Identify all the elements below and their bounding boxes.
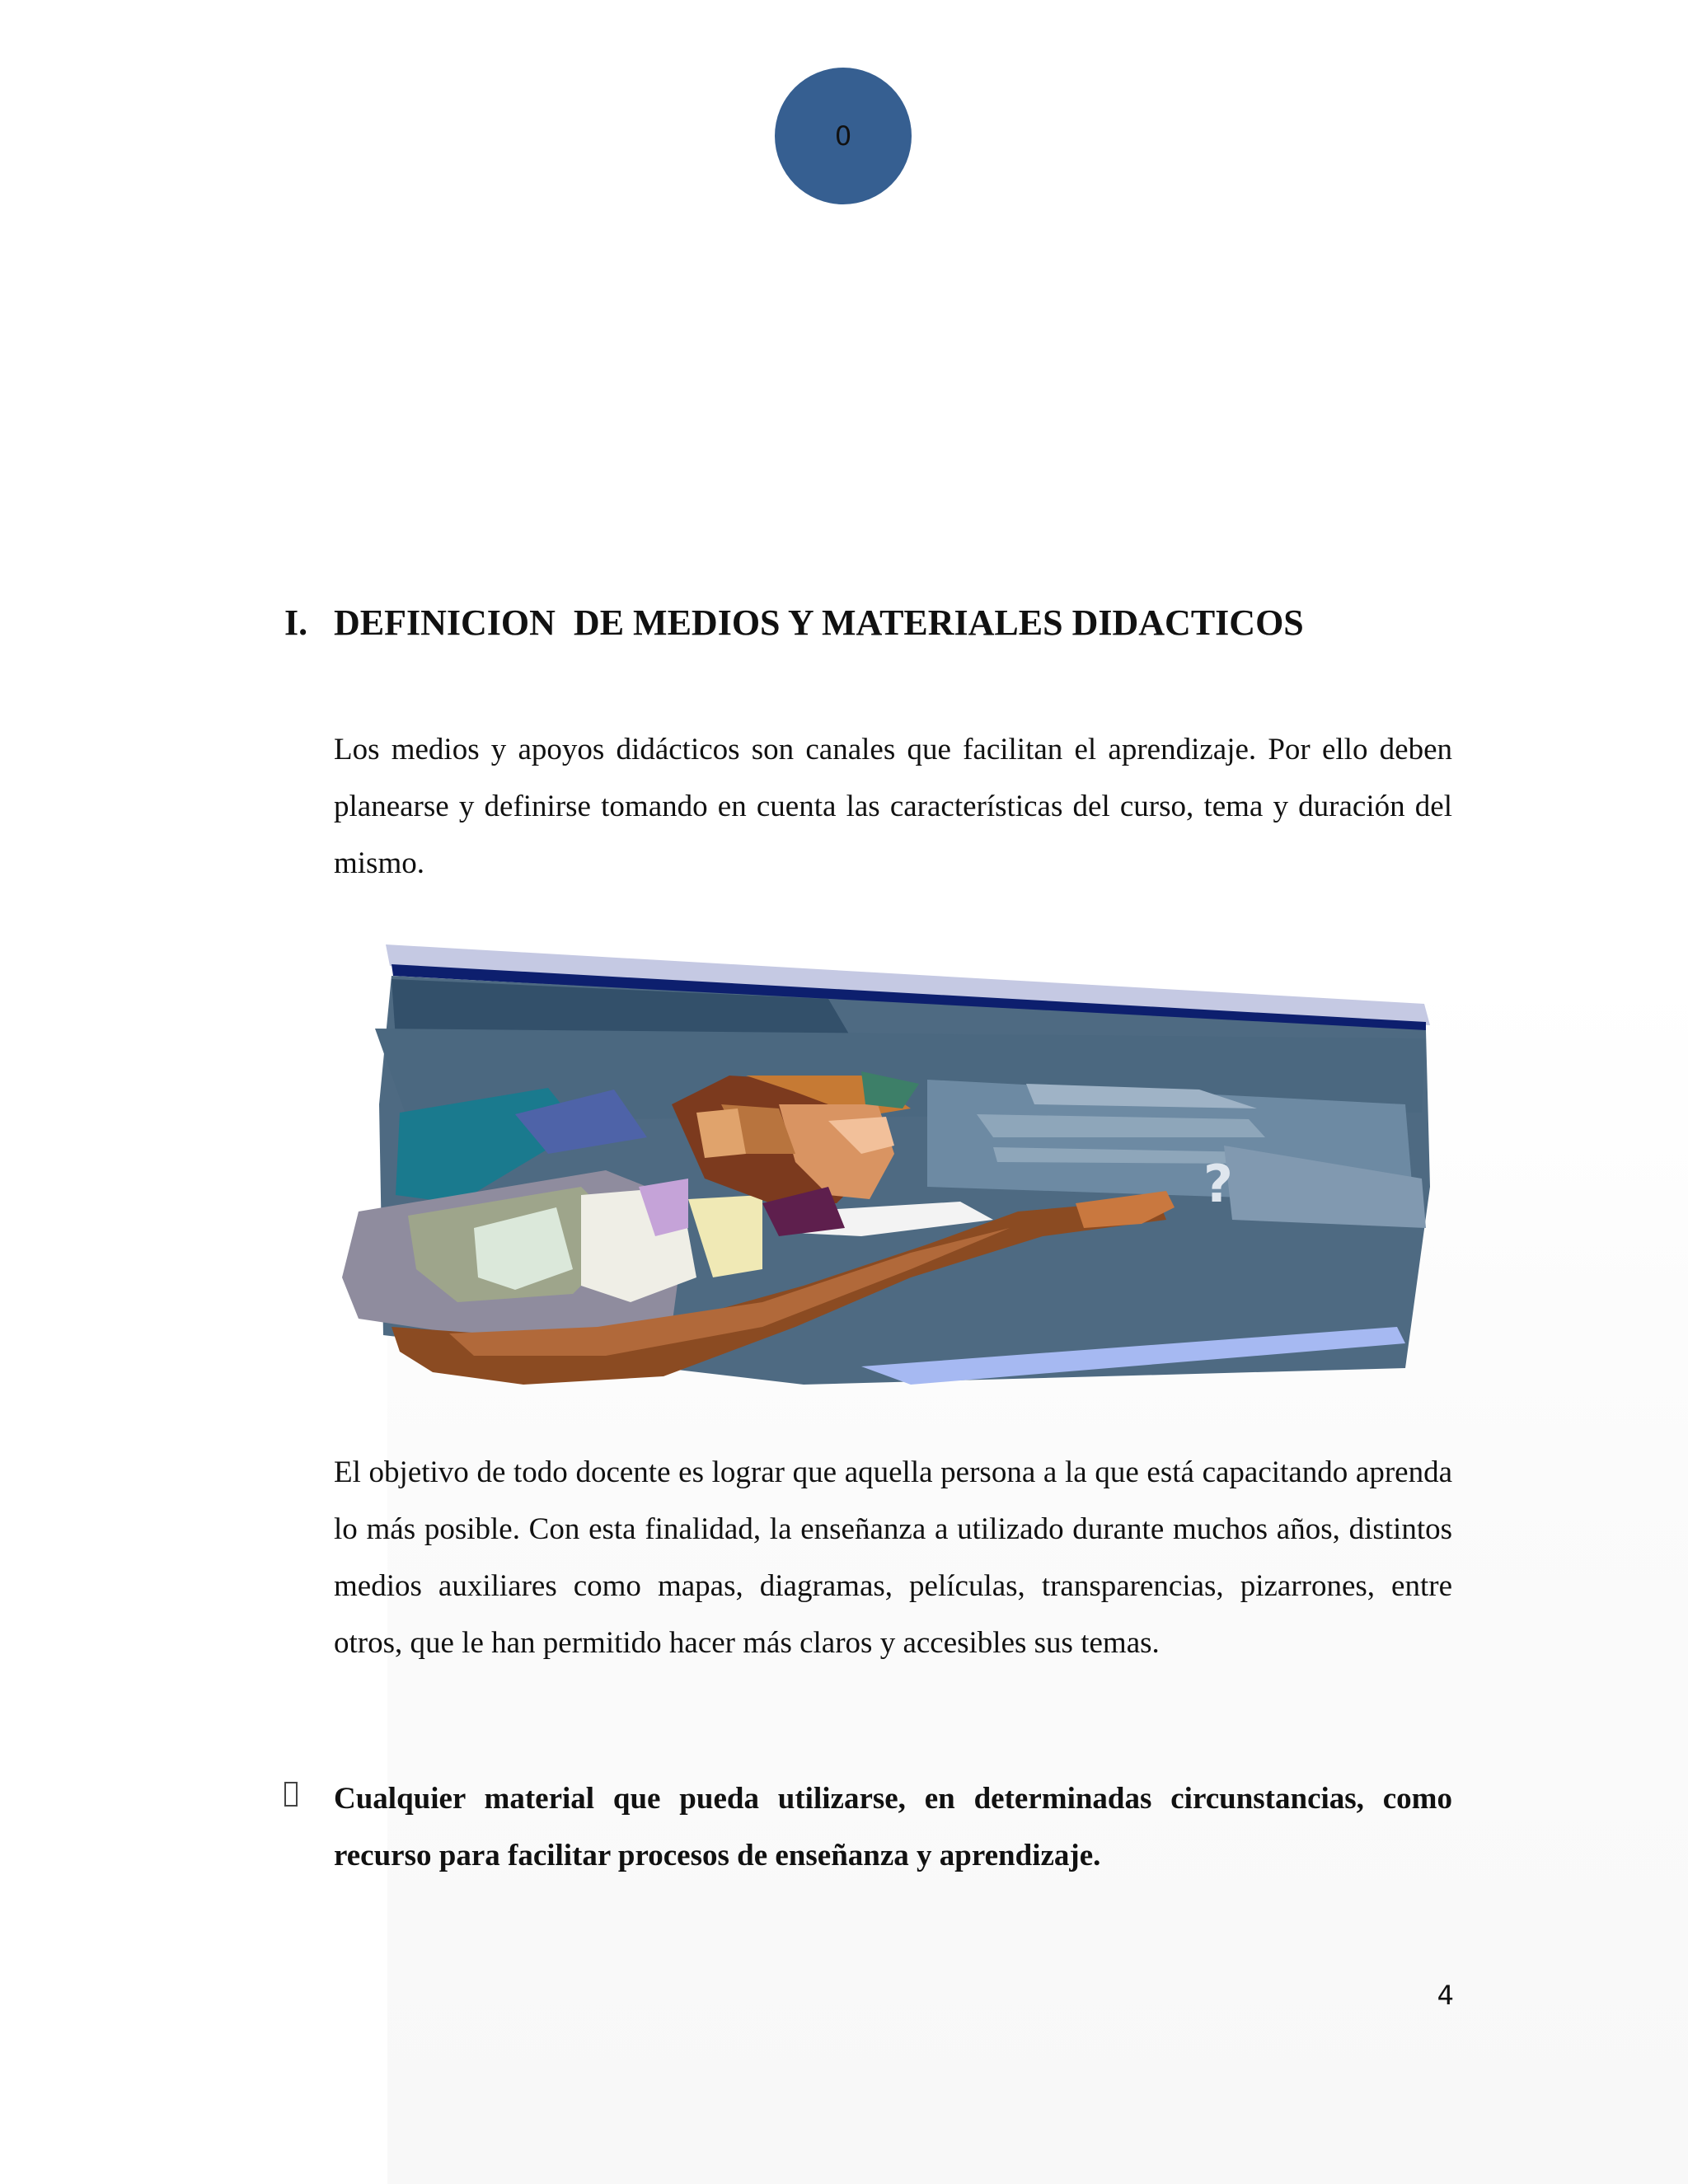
header-badge-text: 0: [834, 120, 852, 152]
header-badge: [775, 68, 912, 204]
svg-text:?: ?: [1203, 1154, 1233, 1214]
section-number: I.: [284, 602, 308, 643]
section-title: DEFINICION DE MEDIOS Y MATERIALES DIDACTICOS: [334, 602, 1304, 643]
bullet-text: Cualquier material que pueda utilizarse, en determinadas circunstancias, como recurso para facilitar procesos de enseñanza y aprendizaje.: [334, 1782, 1452, 1872]
page-number: 4: [1437, 1980, 1454, 2011]
intro-paragraph: Los medios y apoyos didácticos son canales que facilitan el aprendizaje. Por ello deben planearse y definirse tomando en cuenta las características del curso, tema y duración del mismo.: [334, 733, 1452, 880]
square-bullet-icon: [284, 1782, 298, 1807]
objective-paragraph: El objetivo de todo docente es lograr que aquella persona a la que está capacitando aprenda lo más posible. Con esta finalidad, la enseñanza a utilizado durante muchos años, distintos medios auxiliares como mapas, diagramas, películas, transparencias, pizarrones, entre otros, que le han permitido hacer más claros y accesibles sus temas.: [334, 1455, 1452, 1660]
teacher-pointing-at-board-icon: [334, 940, 1455, 1393]
section-heading: [284, 598, 1455, 648]
